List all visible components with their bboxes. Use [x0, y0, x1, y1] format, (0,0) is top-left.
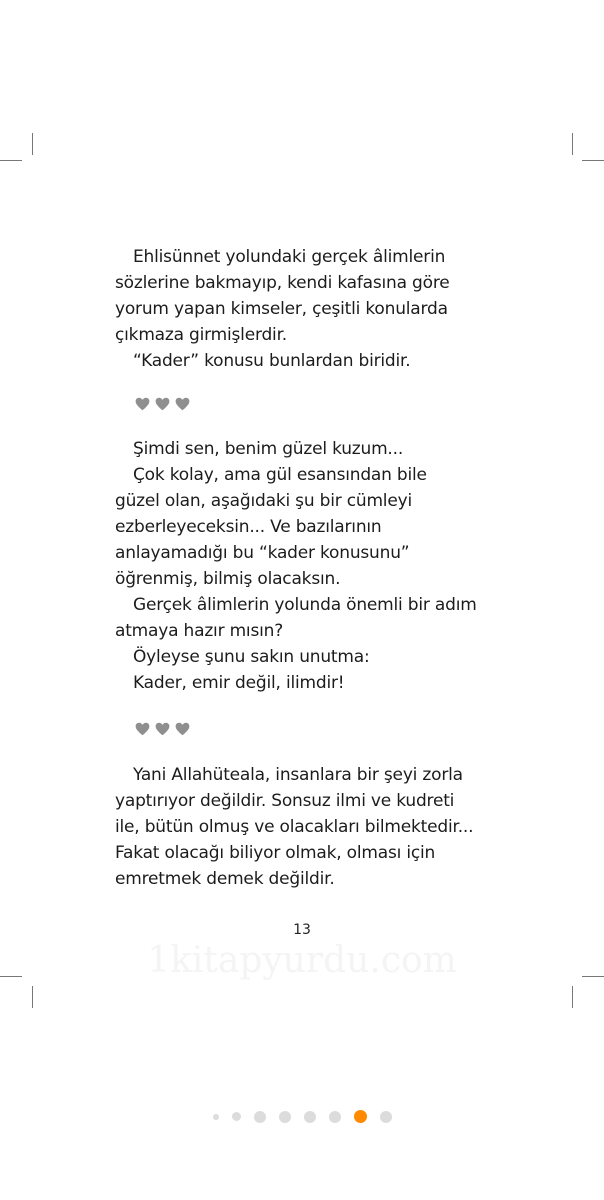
text-line: Çok kolay, ama gül esansından bile: [133, 465, 427, 485]
paragraph-2: [115, 436, 495, 696]
text-line: atmaya hazır mısın?: [115, 621, 284, 641]
text-line: güzel olan, aşağıdaki şu bir cümleyi: [115, 491, 412, 511]
page-dot[interactable]: [329, 1111, 341, 1123]
text-line: sözlerine bakmayıp, kendi kafasına göre: [115, 273, 450, 293]
page-dot[interactable]: [213, 1114, 219, 1120]
page-dot[interactable]: [380, 1111, 392, 1123]
text-line: ile, bütün olmuş ve olacakları bilmektedir...: [115, 817, 474, 837]
text-line: yaptırıyor değildir. Sonsuz ilmi ve kudreti: [115, 791, 455, 811]
page-number: 13: [293, 922, 311, 938]
text-line: “Kader” konusu bunlardan biridir.: [133, 351, 411, 371]
paragraph-3: [115, 762, 495, 892]
heart-icon: [155, 397, 170, 411]
text-line: çıkmaza girmişlerdir.: [115, 325, 288, 345]
heart-icon: [175, 397, 190, 411]
text-line: Kader, emir değil, ilimdir!: [133, 673, 345, 693]
watermark: 1kitapyurdu.com: [147, 940, 457, 981]
crop-mark: [572, 133, 573, 155]
page-dot[interactable]: [232, 1112, 241, 1121]
text-line: yorum yapan kimseler, çeşitli konularda: [115, 299, 448, 319]
crop-mark: [0, 160, 22, 161]
text-line: Ehlisünnet yolundaki gerçek âlimlerin: [133, 247, 446, 267]
heart-separator: [135, 722, 190, 736]
page-dot-active[interactable]: [354, 1110, 367, 1123]
page-indicator: [0, 1110, 604, 1123]
text-line: Yani Allahüteala, insanlara bir şeyi zorla: [133, 765, 463, 785]
text-line: Fakat olacağı biliyor olmak, olması için: [115, 843, 436, 863]
text-line: Gerçek âlimlerin yolunda önemli bir adım: [133, 595, 477, 615]
text-line: öğrenmiş, bilmiş olacaksın.: [115, 569, 341, 589]
crop-mark: [32, 133, 33, 155]
crop-mark: [32, 986, 33, 1008]
text-line: anlayamadığı bu “kader konusunu”: [115, 543, 410, 563]
crop-mark: [572, 986, 573, 1008]
heart-icon: [175, 722, 190, 736]
text-line: Şimdi sen, benim güzel kuzum...: [133, 439, 404, 459]
page-dot[interactable]: [279, 1111, 291, 1123]
paragraph-1: [115, 244, 495, 374]
text-line: emretmek demek değildir.: [115, 869, 335, 889]
text-line: ezberleyeceksin... Ve bazılarının: [115, 517, 382, 537]
text-line: Öyleyse şunu sakın unutma:: [133, 647, 370, 667]
page-dot[interactable]: [304, 1111, 316, 1123]
crop-mark: [582, 160, 604, 161]
heart-separator: [135, 397, 190, 411]
page-dot[interactable]: [254, 1111, 266, 1123]
heart-icon: [135, 722, 150, 736]
heart-icon: [135, 397, 150, 411]
heart-icon: [155, 722, 170, 736]
